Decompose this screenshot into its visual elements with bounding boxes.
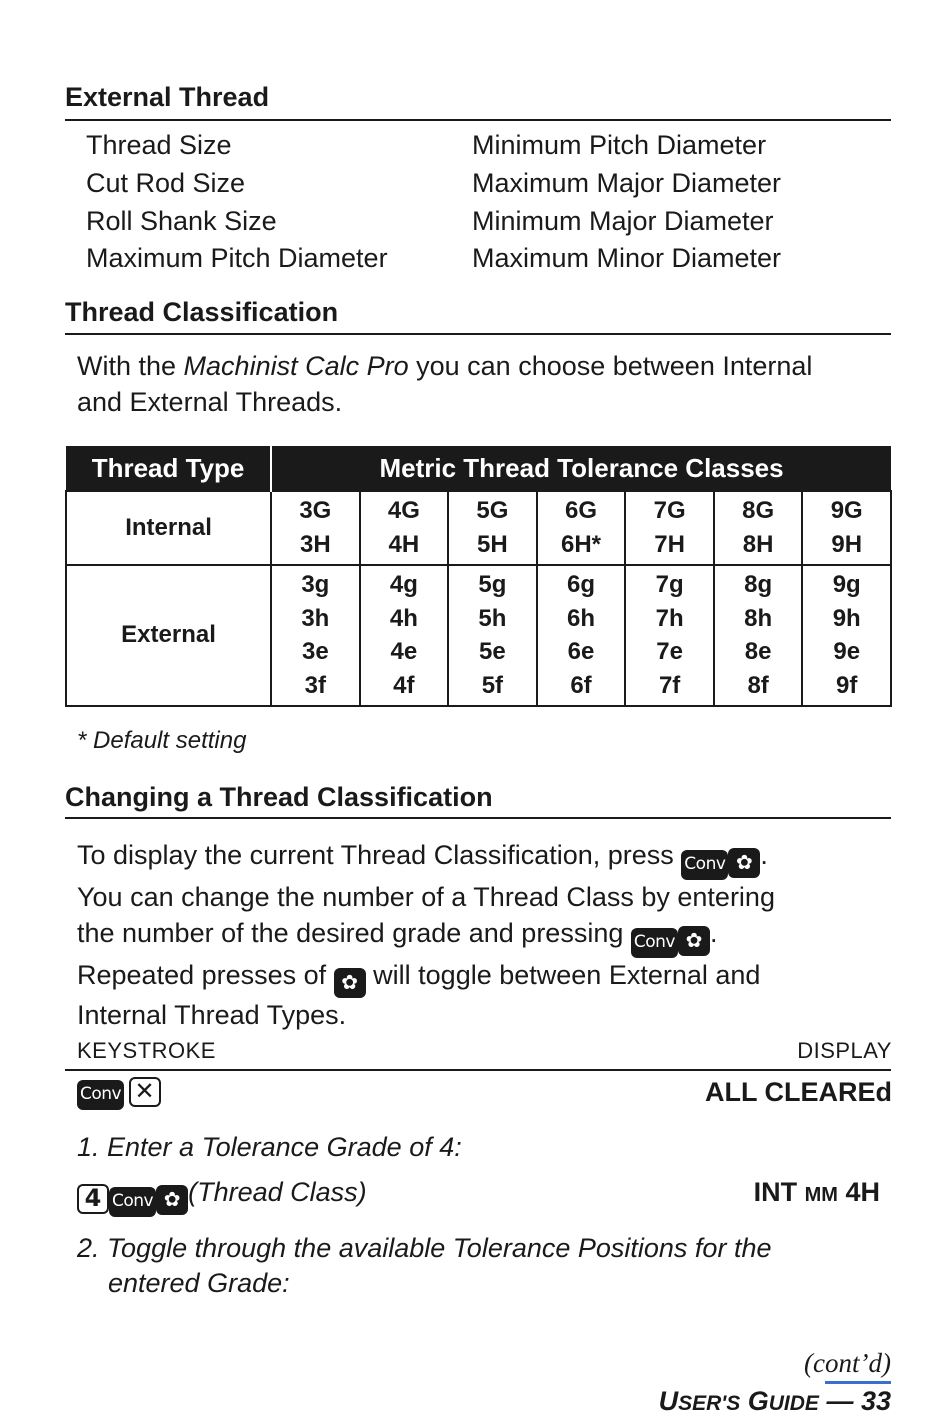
tolerance-table: [65, 446, 892, 707]
footnote: * Default setting: [77, 727, 247, 754]
keystroke-row-2: [77, 1177, 367, 1217]
conv-key-icon: Conv: [77, 1080, 124, 1110]
footer-uide: UIDE: [768, 1392, 819, 1415]
tolerance-cell: 5G 5H: [448, 491, 537, 565]
tolerance-cell: 3G 3H: [271, 491, 360, 565]
tolerance-cell: 5g 5h 5e 5f: [448, 565, 537, 706]
page-footer: [659, 1386, 891, 1417]
conv-key-icon: Conv: [631, 928, 678, 958]
external-thread-heading: External Thread: [65, 82, 270, 112]
thread-class-label: (Thread Class): [188, 1177, 367, 1207]
keystroke-rule: [65, 1069, 891, 1071]
display-grade: 4H: [837, 1177, 880, 1207]
table-header-row: [66, 446, 891, 491]
footer-u: U: [658, 1386, 679, 1416]
changing-line2: You can change the number of a Thread Class by entering: [77, 882, 775, 912]
tolerance-cell: 4g 4h 4e 4f: [360, 565, 449, 706]
heading-rule: [65, 119, 891, 121]
tolerance-cell: 3g 3h 3e 3f: [271, 565, 360, 706]
ext-right-item: Minimum Major Diameter: [472, 206, 774, 236]
conv-key-icon: Conv: [681, 850, 728, 880]
intro-line2: and External Threads.: [77, 386, 343, 417]
display-unit: MM: [804, 1184, 838, 1206]
tolerance-cell: 9g 9h 9e 9f: [802, 565, 891, 706]
display-int: INT: [753, 1177, 805, 1207]
display-value-2: [754, 1177, 880, 1208]
intro-suffix: you can choose between Internal: [408, 351, 813, 381]
heading-rule: [65, 333, 891, 335]
step-2: [77, 1231, 771, 1301]
page-number: — 33: [818, 1386, 891, 1416]
keystroke-row-1: [77, 1077, 161, 1110]
changing-heading: Changing a Thread Classification: [65, 782, 493, 812]
step-2-line1: 2. Toggle through the available Tolerance Positions for the: [77, 1233, 772, 1263]
heading-rule: [65, 817, 891, 819]
period: .: [709, 917, 718, 948]
thread-key-icon: ✿: [678, 926, 710, 956]
tolerance-cell: 8g 8h 8e 8f: [714, 565, 803, 706]
step-2-line2: entered Grade:: [108, 1268, 290, 1298]
tolerance-cell: 6g 6h 6e 6f: [537, 565, 626, 706]
ext-left-item: Maximum Pitch Diameter: [86, 243, 388, 273]
four-key-icon: 4: [77, 1184, 109, 1214]
changing-line4b: will toggle between External and: [365, 959, 761, 990]
continued-underline: [825, 1381, 891, 1384]
display-value-1: ALL CLEAREd: [705, 1077, 892, 1107]
tolerance-cell: 8G 8H: [714, 491, 803, 565]
ext-right-item: Maximum Major Diameter: [472, 168, 782, 198]
tolerance-cell: 7G 7H: [625, 491, 714, 565]
changing-line4a: Repeated presses of: [77, 959, 334, 990]
row-label: External: [66, 565, 271, 706]
conv-key-icon: Conv: [109, 1187, 156, 1217]
thread-classification-heading: Thread Classification: [65, 297, 339, 327]
changing-line5: Internal Thread Types.: [77, 999, 347, 1030]
thread-key-icon: ✿: [728, 848, 760, 878]
tolerance-classes-header: Metric Thread Tolerance Classes: [271, 446, 891, 491]
ext-left-item: Thread Size: [86, 130, 232, 160]
ext-left-item: Cut Rod Size: [86, 168, 246, 198]
ext-right-item: Maximum Minor Diameter: [472, 243, 782, 273]
ext-right-item: Minimum Pitch Diameter: [472, 130, 767, 160]
step-1: 1. Enter a Tolerance Grade of 4:: [77, 1132, 462, 1162]
thread-key-icon: ✿: [156, 1185, 188, 1215]
intro-paragraph: [77, 349, 877, 420]
tolerance-cell: 7g 7h 7e 7f: [625, 565, 714, 706]
changing-paragraph: [77, 838, 877, 1033]
footer-sers: SER'S: [678, 1392, 741, 1415]
thread-key-icon: ✿: [334, 968, 366, 998]
product-name: Machinist Calc Pro: [183, 351, 409, 381]
continued-note: (cont’d): [804, 1348, 891, 1378]
period: .: [760, 840, 768, 870]
row-label: Internal: [66, 491, 271, 565]
tolerance-cell: 9G 9H: [802, 491, 891, 565]
table-row-internal: [66, 491, 891, 565]
thread-type-header: Thread Type: [66, 446, 271, 491]
intro-prefix: With the: [77, 351, 184, 381]
changing-line1: To display the current Thread Classification, press: [77, 840, 682, 870]
changing-line3: the number of the desired grade and pressing: [77, 917, 631, 948]
table-row-external: [66, 565, 891, 706]
tolerance-cell: 6G 6H*: [537, 491, 626, 565]
ext-left-item: Roll Shank Size: [86, 206, 277, 236]
keystroke-column-header: KEYSTROKE: [77, 1038, 216, 1063]
display-column-header: DISPLAY: [797, 1038, 892, 1063]
tolerance-cell: 4G 4H: [360, 491, 449, 565]
footer-g: G: [740, 1386, 769, 1416]
clear-key-icon: ✕: [129, 1077, 161, 1107]
